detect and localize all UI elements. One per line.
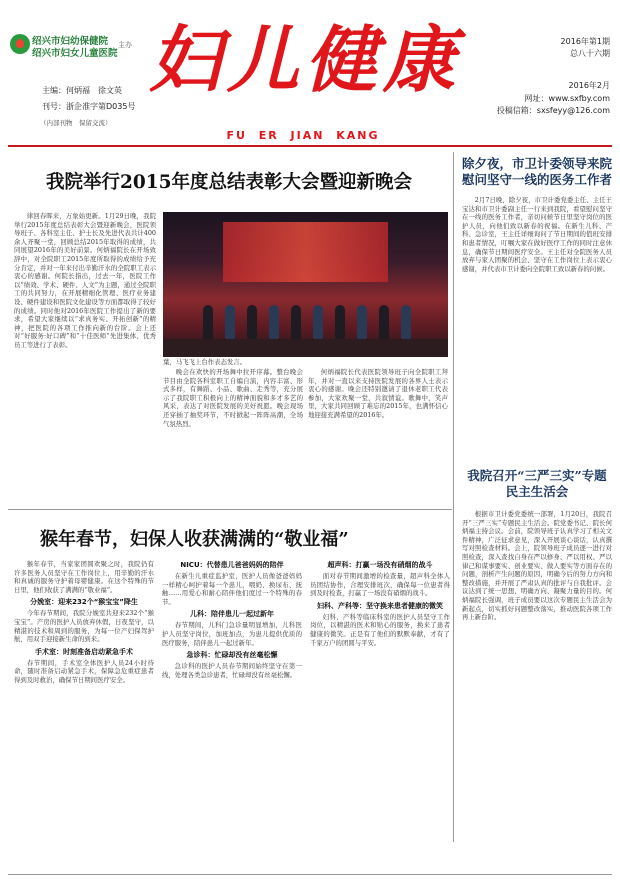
masthead-pinyin: FU ER JIAN KANG	[226, 129, 380, 142]
hospital-name-2: 绍兴市妇女儿童医院	[32, 48, 118, 59]
article4-col-c	[310, 560, 450, 872]
article1-col3: 何炳福院长代表医院领导班子向全院职工拜年，并对一直以来支持医院发展的各界人士表示衷心的感谢。晚会还特别邀请了退休老职工代表参加，大家欢聚一堂，共叙情谊。歌舞中，笑声里，大家共同回顾了难忘的2015年，也满怀信心地迎接充满希望的2016年。	[308, 368, 448, 419]
article4-title: 猴年春节，妇保人收获满满的“敬业福”	[40, 529, 349, 550]
article4-s1: 今年春节期间，我院分娩室共迎来232个“猴宝宝”。产房的医护人员放弃休假，日夜坚守，以精湛的技术和周到的服务，为每一位产妇保驾护航，用双手迎接新生命的到来。	[14, 609, 154, 644]
article4-s6: 面对春节期间激增的检查量，超声科全体人员团结协作，合理安排班次，确保每一位患者得到及时检查，打赢了一场没有硝烟的战斗。	[310, 572, 450, 598]
event-photo	[163, 212, 448, 357]
header-rule	[8, 145, 612, 147]
article4-s2: 春节期间，手术室全体医护人员24小时待命，随时准备启动紧急手术，保障急危重症患者得到及时救治，确保节日期间医疗安全。	[14, 658, 154, 684]
article1-col2: 晚会在欢快的开场舞中拉开序幕。整台晚会节目由全院各科室职工自编自演，内容丰富、形式多样，有舞蹈、小品、歌曲、走秀等，充分展示了我院职工积极向上的精神面貌和多才多艺的风采，表达了对医院发展的美好祝愿。晚会现场还穿插了抽奖环节，不时掀起一阵阵高潮，全场气氛热烈。	[163, 368, 303, 428]
photo-caption: 葉，马飞飞上台作表态发言。	[163, 358, 247, 366]
article2-box	[462, 156, 612, 388]
article2-title: 除夕夜，市卫计委领导来院慰问坚守一线的医务工作者	[462, 156, 613, 187]
stage-screen	[223, 222, 388, 282]
issue-date: 2016年2月	[568, 81, 610, 90]
publication-number: 刊号：浙企准字第D035号	[42, 102, 136, 111]
article4-sub1: 分娩室：迎来232个“猴宝宝”降生	[30, 598, 138, 607]
article1-col1: 律回春晖来，万象始更新。1月29日晚，我院举行2015年度总结表彰大会暨迎新晚会，医院领导班子、各科室主任、护士长及先进代表共计400余人齐聚一堂，回顾总结2015年取得的成绩，共同展望2016年的美好前景。何炳福院长在开场致辞中，对全院职工2015年度所取得的成绩给予充分肯定，并对一年来付出辛勤汗水的全院职工表示衷心的感谢。何院长指出，过去一年，医院工作以“绩效、学术、硬件、人文”为主题，通过全院职工的共同努力，在开展精细化管理、医疗业务建设、硬件建设和医院文化建设等方面都取得了较好的成绩。同时他对2016年医院工作提出了新的要求，希望大家继续以“求真务实、开拓创新”的精神，把医院的各项工作推向新的台阶。会上还对“好服务·好口碑”和“十佳医师”先进集体、优秀员工等进行了表彰。	[14, 212, 156, 349]
article4-sub5: 急诊科：忙碌却没有丝毫松懈	[186, 651, 278, 660]
article4-sub6: 超声科：打赢一场没有硝烟的战斗	[327, 561, 433, 569]
article4-sub3: NICU：代替患儿爸爸妈妈的陪伴	[180, 561, 284, 569]
article4-col-a	[14, 560, 154, 872]
internal-note: （内部刊物 保留交流）	[40, 119, 112, 127]
article4-s4: 春节期间，儿科门急诊量明显增加，儿科医护人员坚守岗位，加班加点，为患儿提供优质的医疗服务，陪伴患儿一起过新年。	[162, 621, 302, 647]
article4-s5: 急诊科的医护人员春节期间始终坚守在第一线，处理各类急诊患者，忙碌却没有丝毫松懈。	[162, 662, 302, 679]
article4-sub2: 手术室：时刻准备启动紧急手术	[35, 647, 133, 656]
total-issue: 总八十六期	[570, 49, 610, 58]
section-divider	[8, 509, 452, 510]
hospital-logo	[10, 34, 30, 54]
article3-title: 我院召开“三严三实”专题民主生活会	[467, 468, 607, 499]
article4-s3: 在新生儿重症监护室，医护人员像爸爸妈妈一样精心呵护着每一个患儿，喂奶、换尿布、抚触……用爱心和耐心陪伴他们度过一个特殊的春节。	[162, 572, 302, 606]
sponsor-label: 主办	[118, 41, 132, 49]
article3-body: 根据市卫计委党委统一部署，1月20日，我院召开“三严三实”专题民主生活会。院党委书记、院长何炳福主持会议。会前，院领导班子认真学习了相关文件精神，广泛征求意见，深入开展谈心谈话，认真撰写对照检查材料。会上，院领导班子成员逐一进行对照检查，深入查找自身在严以修身、严以用权、严以律己和谋事要实、创业要实、做人要实等方面存在的问题，剖析产生问题的原因，明确今后的努力方向和整改措施，并开展了严肃认真的批评与自我批评。会议达到了统一思想、明确方向、凝聚力量的目的。何炳福院长强调，班子成员要以这次专题民主生活会为新起点，切实抓好问题整改落实，推动医院各项工作再上新台阶。	[462, 510, 612, 622]
article2-body: 2月7日晚，除夕夜，市卫计委党委主任、主任王宝达和市卫计委副主任一行来到我院，看望慰问坚守在一线的医务工作者，亲切问候节日里坚守岗位的医护人员，向他们致以新春的祝福。在新生儿科、产科、急诊室，王主任详细询问了节日期间的值班安排和患者情况，叮嘱大家在做好医疗工作的同时注意休息，确保节日期间医疗安全。王主任对全院医务人员放弃与家人团聚的机会、坚守在工作岗位上表示衷心感谢，并代表市卫计委向全院职工致以新春的问候。	[462, 196, 612, 273]
article3-box	[462, 468, 612, 868]
article4-sub7: 妇科、产科等：坚守换来患者健康的微笑	[317, 601, 443, 610]
submission-email: 投稿信箱：sxsfeyy@126.com	[496, 106, 610, 115]
footer-rule	[8, 874, 612, 875]
article4-sub4: 儿科：陪伴患儿一起过新年	[190, 610, 274, 619]
article4-col-b	[162, 560, 302, 872]
article4-intro: 猴年春节，当家家团圆欢聚之时，我院仍有许多医务人员坚守在工作岗位上，用辛勤的汗水和真诚的服务守护着母婴健康。在这个特殊的节日里，他们收获了满满的“敬业福”。	[14, 560, 154, 594]
masthead-title: 妇儿健康	[148, 17, 461, 102]
issue-number: 2016年第1期	[560, 37, 610, 46]
column-divider	[453, 152, 454, 842]
hospital-name-1: 绍兴市妇幼保健院	[32, 36, 109, 47]
article1-title: 我院举行2015年度总结表彰大会暨迎新晚会	[46, 172, 412, 193]
editor-line: 主编：何炳福 徐文英	[42, 86, 122, 95]
website: 网址：www.sxfby.com	[524, 94, 610, 103]
article4-s7: 妇科、产科等临床科室的医护人员坚守工作岗位，以精湛的医术和贴心的服务，换来了患者健康的微笑。正是有了他们的默默奉献，才有了千家万户的团圆与平安。	[310, 612, 450, 647]
